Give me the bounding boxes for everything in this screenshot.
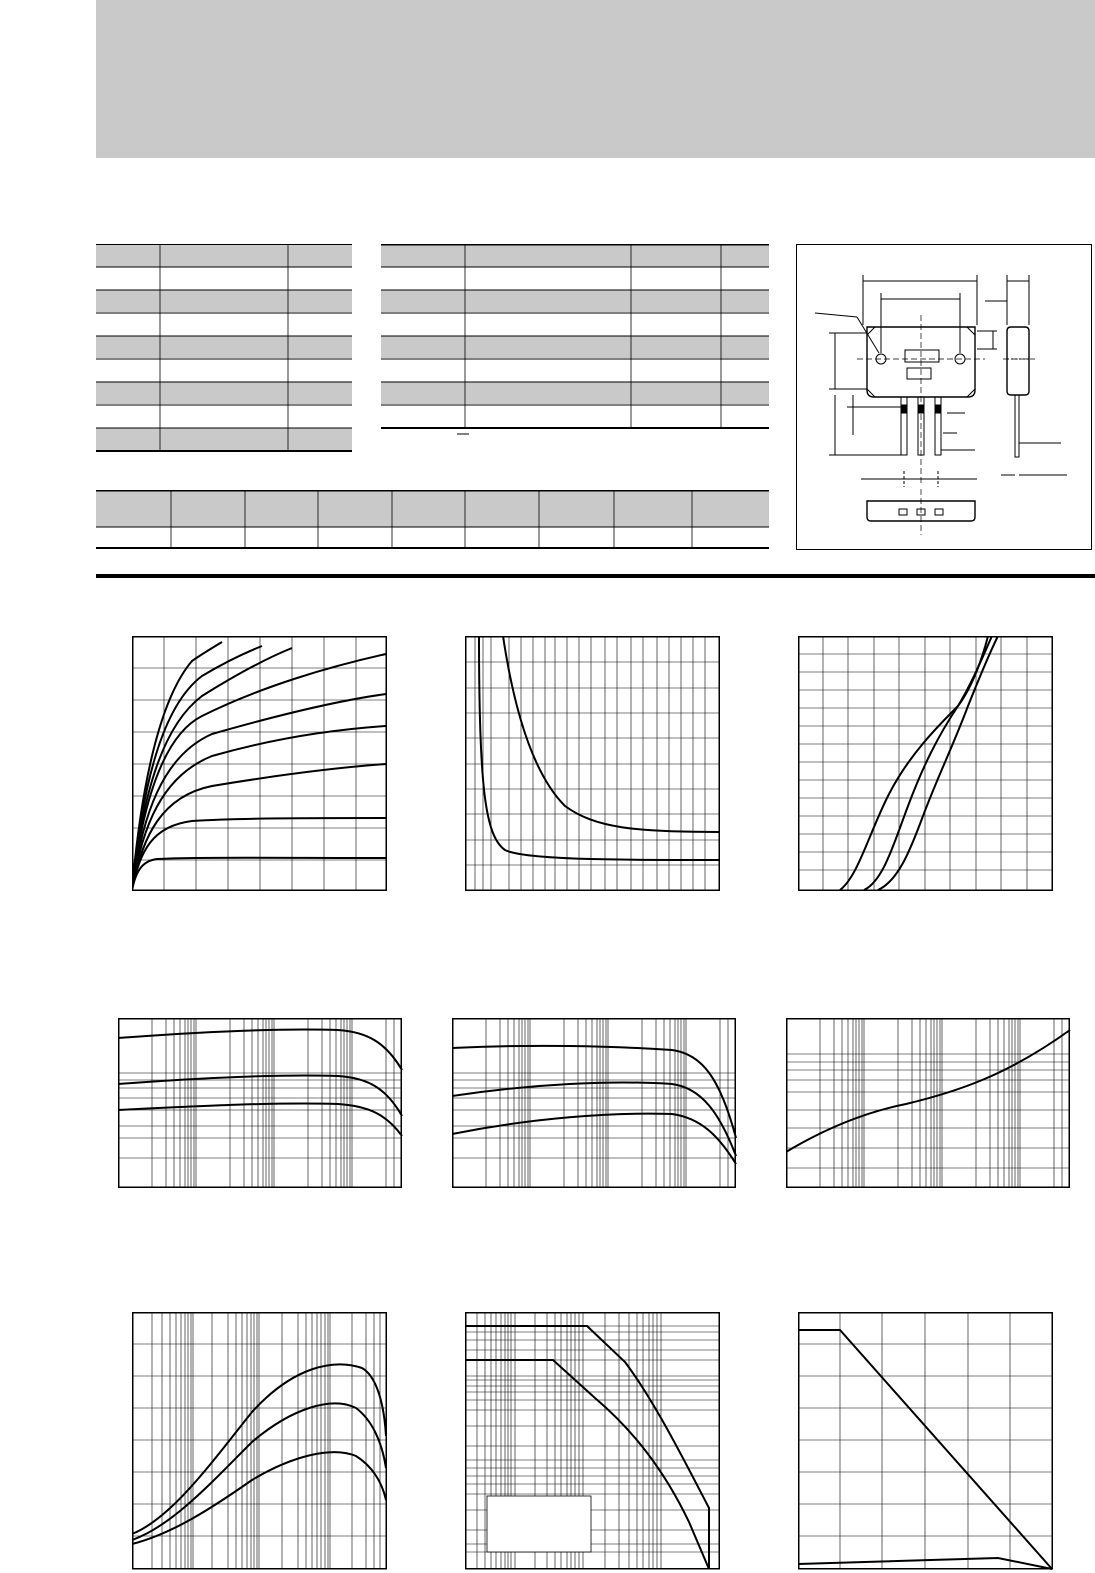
chart-hfe-ic-2: [452, 1018, 737, 1189]
chart-7-plot: [132, 1312, 388, 1570]
section-divider: [96, 574, 1095, 578]
chart-4-plot: [118, 1018, 403, 1189]
chart-2-plot: [465, 636, 721, 892]
classification-table-grid: [96, 490, 769, 552]
classification-table: [96, 490, 769, 552]
characteristics-table: [381, 244, 769, 444]
chart-ic-vbe: [798, 636, 1054, 892]
chart-vcesat-ic: [786, 1018, 1071, 1189]
chart-power-derating: [798, 1312, 1054, 1570]
chart-5-plot: [452, 1018, 737, 1189]
chart-1-plot: [132, 636, 388, 892]
chart-8-plot: [465, 1312, 721, 1570]
chart-6-plot: [786, 1018, 1071, 1189]
chart-output-characteristics: [132, 636, 388, 892]
chart-vce-ib: [465, 636, 721, 892]
chart-hfe-ic-1: [118, 1018, 403, 1189]
ratings-table-grid: [96, 244, 352, 454]
chart-safe-operating-area: [465, 1312, 721, 1570]
package-outline-box: [796, 244, 1092, 550]
characteristics-table-grid: [381, 244, 769, 444]
ratings-table: [96, 244, 352, 454]
header-band: [96, 0, 1095, 158]
chart-8-legend-box: [487, 1496, 591, 1552]
chart-ft-ie: [132, 1312, 388, 1570]
package-outline-drawing: [797, 245, 1091, 549]
chart-9-plot: [798, 1312, 1054, 1570]
chart-3-plot: [798, 636, 1054, 892]
